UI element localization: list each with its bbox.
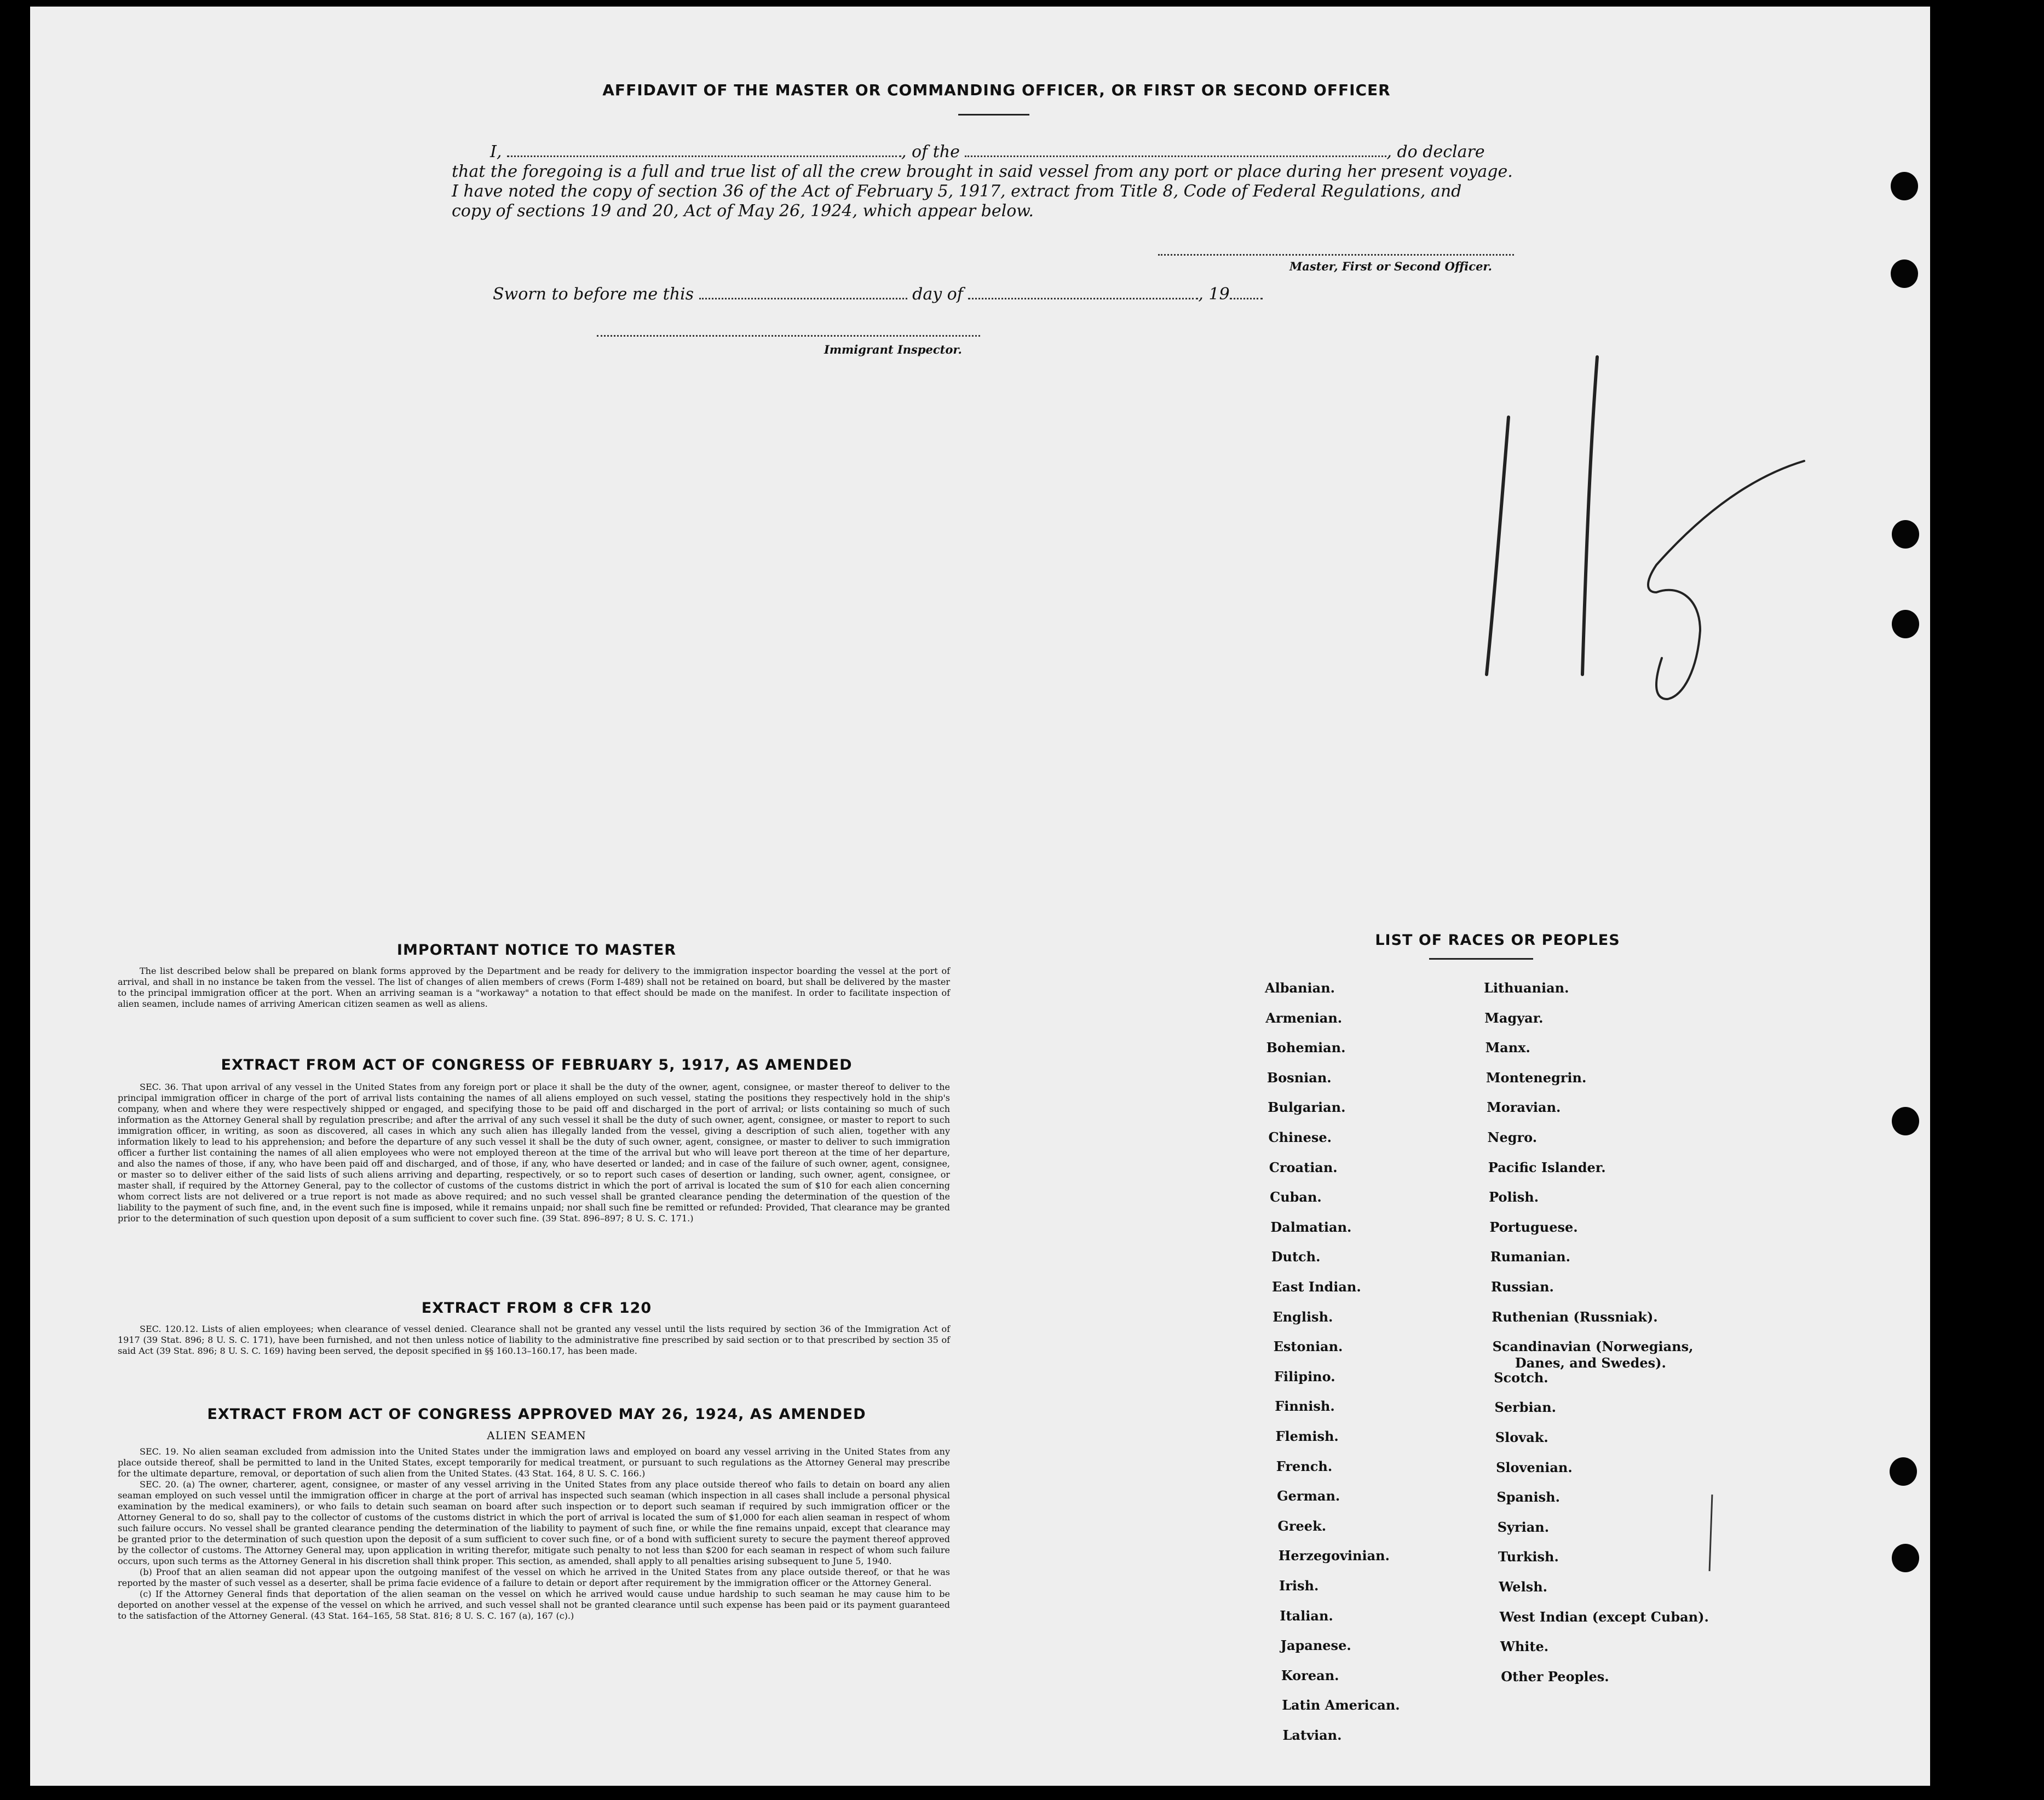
extract-1924-sec20c: (c) If the Attorney General finds that deportation of the alien seaman on the vessel on which he arrived would cause undue hardship to such seaman he may cause him to be deported on another vessel at the expense of the vessel on which he arrived, and such vessel shall not be granted clearance until such expense has been paid or its payment guaranteed to the satisfaction of the Attorney General. (43 Stat. 164–165, 58 Stat. 816; 8 U. S. C. 167 (a), 167 (c).) [118, 1589, 950, 1621]
race-item: Latvian. [1282, 1727, 1342, 1743]
race-item: Turkish. [1498, 1549, 1559, 1565]
race-item: Danes, and Swedes). [1515, 1355, 1666, 1371]
affidavit-line-3: I have noted the copy of section 36 of the Act of February 5, 1917, extract from Title 8, Code of Federal Regulations, and [452, 182, 1462, 201]
sworn-year: , 19 [1198, 285, 1230, 304]
race-item: Cuban. [1270, 1189, 1322, 1205]
affidavit-of-the-label: , of the [901, 142, 960, 161]
extract-cfr-text: SEC. 120.12. Lists of alien employees; when clearance of vessel denied. Clearance shall not be granted any vessel until the lists required by section 36 of the Immigration Act of 1917 (39 Stat. 896; 8 U. S. C. 171), have been furnished, and not then unless notice of liability to the administrative fine prescribed by said section or to that prescribed by section 35 of said Act (39 Stat. 896; 8 U. S. C. 169) having been served, the deposit specified in §§ 160.13–160.17, has been made. [118, 1324, 950, 1356]
race-item: Estonian. [1273, 1339, 1343, 1355]
race-item: Welsh. [1499, 1579, 1547, 1595]
race-item: Other Peoples. [1501, 1668, 1609, 1684]
race-item: Ruthenian (Russniak). [1492, 1308, 1658, 1325]
races-left-column [30, 7, 1930, 1786]
races-title: LIST OF RACES OR PEOPLES [1375, 932, 1620, 949]
race-item: Slovak. [1495, 1429, 1548, 1445]
affidavit-title: AFFIDAVIT OF THE MASTER OR COMMANDING OFFICER, OR FIRST OR SECOND OFFICER [602, 81, 1391, 99]
race-item: Greek. [1277, 1518, 1327, 1534]
race-item: French. [1276, 1458, 1333, 1474]
race-item: Montenegrin. [1486, 1069, 1587, 1086]
punch-hole [1891, 259, 1918, 288]
punch-hole [1892, 520, 1919, 549]
race-item: Magyar. [1484, 1009, 1544, 1026]
race-item: Scandinavian (Norwegians, [1492, 1339, 1694, 1355]
notice-text: The list described below shall be prepared on blank forms approved by the Department and be ready for delivery to the immigration inspector boarding the vessel at the port of arrival, and shall in no instance be taken from the vessel. The list of changes of alien members of crews (Form I-489) shall not be retained on board, but shall be delivered by the master to the principal immigration officer at the port. When an arriving seaman is a "workaway" a notation to that effect should be made on the manifest. In order to facilitate inspection of alien seamen, include names of arriving American citizen seamen as well as aliens. [118, 966, 950, 1009]
extract-1924-subtitle: ALIEN SEAMEN [487, 1429, 586, 1442]
extract-1924-title: EXTRACT FROM ACT OF CONGRESS APPROVED MAY 26, 1924, AS AMENDED [207, 1406, 866, 1423]
race-item: Manx. [1485, 1040, 1530, 1056]
race-item: Dalmatian. [1270, 1219, 1352, 1235]
race-item: Chinese. [1268, 1129, 1332, 1145]
race-item: Serbian. [1494, 1399, 1556, 1416]
race-item: Herzegovinian. [1278, 1548, 1390, 1564]
punch-hole [1891, 172, 1918, 200]
race-item: Japanese. [1280, 1637, 1351, 1654]
race-item: Moravian. [1487, 1099, 1561, 1116]
punch-hole [1892, 1107, 1919, 1135]
race-item: German. [1277, 1488, 1340, 1504]
race-item: Latin American. [1282, 1697, 1400, 1714]
affidavit-declare-label: , do declare [1386, 142, 1485, 161]
sworn-day-of: day of [912, 285, 963, 304]
race-item: Filipino. [1274, 1368, 1335, 1384]
race-item: Scotch. [1494, 1369, 1548, 1386]
document-page [30, 7, 1930, 1786]
affidavit-line-2: that the foregoing is a full and true list of all the crew brought in said vessel from any port or place during her present voyage. [452, 162, 1513, 181]
extract-1917-text: SEC. 36. That upon arrival of any vessel in the United States from any foreign port or place it shall be the duty of the owner, agent, consignee, or master thereof to deliver to the principal immigration officer in charge of the port of arrival lists containing the names of all aliens employed on such vessel, stating the positions they respectively hold in the ship's company, when and where they were respectively shipped or engaged, and specifying those to be paid off and discharged in the port of arrival; or lists containing so much of such information as the Attorney General shall by regulation prescribe; and after the arrival of any such vessel it shall be the duty of such owner, agent, consignee, or master to report to such immigration officer, in writing, as soon as discovered, all cases in which any such alien has illegally landed from the vessel, giving a description of such alien, together with any information likely to lead to his apprehension; and before the departure of any such vessel it shall be the duty of such owner, agent, consignee, or master to deliver to such immigration officer a further list containing the names of all alien employees who were not employed thereon at the time of the arrival but who will leave port thereon at the time of her departure, and also the names of those, if any, who have been paid off and discharged, and of those, if any, who have deserted or landed; and in case of the failure of such owner, agent, consignee, or master so to deliver either of the said lists of such aliens arriving and departing, respectively, or so to report such cases of desertion or landing, such owner, agent, consignee, or master shall, if required by the Attorney General, pay to the collector of customs of the customs district in which the port of arrival is located the sum of $10 for each alien concerning whom correct lists are not delivered or a true report is not made as above required; and no such vessel shall be granted clearance pending the determination of the question of the liability to the payment of such fine, and, in the event such fine is imposed, while it remains unpaid; nor shall such fine be remitted or refunded: Provided, That clearance may be granted prior to the determination of such question upon deposit of a sum sufficient to cover such fine. (39 Stat. 896–897; 8 U. S. C. 171.) [118, 1082, 950, 1224]
punch-hole [1890, 1457, 1917, 1486]
race-item: Lithuanian. [1484, 980, 1569, 996]
race-item: English. [1273, 1308, 1333, 1325]
race-item: Polish. [1489, 1189, 1539, 1205]
race-item: Rumanian. [1490, 1249, 1570, 1265]
race-item: Portuguese. [1489, 1219, 1578, 1235]
affidavit-line-4: copy of sections 19 and 20, Act of May 26, 1924, which appear below. [452, 201, 1034, 221]
race-item: Dutch. [1271, 1249, 1321, 1265]
race-item: Armenian. [1265, 1009, 1343, 1026]
race-item: Korean. [1281, 1667, 1339, 1683]
race-item: Finnish. [1275, 1398, 1335, 1415]
race-item: Negro. [1487, 1129, 1538, 1145]
race-item: Irish. [1279, 1578, 1319, 1594]
extract-1917-title: EXTRACT FROM ACT OF CONGRESS OF FEBRUARY 5, 1917, AS AMENDED [221, 1057, 853, 1074]
race-item: Flemish. [1275, 1428, 1339, 1444]
extract-1924-sec19: SEC. 19. No alien seaman excluded from admission into the United States under the immigration laws and employed on board any vessel arriving in the United States from any place outside thereof, shall be permitted to land in the United States, except temporarily for medical treatment, or pursuant to such regulations as the Attorney General may prescribe for the ultimate departure, removal, or deportation of such alien from the United States. (43 Stat. 164, 8 U. S. C. 166.) [118, 1446, 950, 1479]
race-item: White. [1500, 1639, 1549, 1655]
race-item: West Indian (except Cuban). [1499, 1608, 1709, 1625]
extract-cfr-title: EXTRACT FROM 8 CFR 120 [421, 1300, 652, 1317]
extract-1924-sec20b: (b) Proof that an alien seaman did not appear upon the outgoing manifest of the vessel on which he arrived in the United States from any place outside thereof, or that he was reported by the master of such vessel as a deserter, shall be prima facie evidence of a failure to detain or deport after requirement by the immigration officer or the Attorney General. [118, 1567, 950, 1588]
extract-1924-sec20a: SEC. 20. (a) The owner, charterer, agent, consignee, or master of any vessel arriving in the United States from any place outside thereof who fails to detain on board any alien seaman employed on such vessel until the immigration officer in charge at the port of arrival has inspected such seaman (which inspection in all cases shall include a personal physical examination by the medical examiners), or who fails to detain such seaman on board after such inspection or to deport such seaman if required by such immigration officer or the Attorney General to do so, shall pay to the collector of customs of the customs district in which the port of arrival is located the sum of $1,000 for each alien seaman in respect of whom such failure occurs. No vessel shall be granted clearance pending the determination of the liability to payment of such fine, or while the fine remains unpaid, except that clearance may be granted prior to the determination of such question upon the deposit of a sum sufficient to cover such fine, or of a bond with sufficient surety to secure the payment thereof approved by the collector of customs. The Attorney General may, upon application in writing therefor, mitigate such penalty to not less than $200 for each seaman in respect of whom such failure occurs, upon such terms as the Attorney General in his discretion shall think proper. This section, as amended, shall apply to all penalties arising subsequent to June 5, 1940. [118, 1479, 950, 1566]
race-item: Spanish. [1496, 1489, 1560, 1505]
race-item: Slovenian. [1496, 1459, 1573, 1475]
race-item: Italian. [1280, 1607, 1333, 1624]
race-item: Russian. [1491, 1279, 1554, 1295]
race-item: Bosnian. [1266, 1069, 1332, 1086]
race-item: Albanian. [1265, 980, 1335, 996]
race-item: Syrian. [1497, 1519, 1550, 1535]
race-item: Bulgarian. [1268, 1099, 1346, 1116]
race-item: Pacific Islander. [1488, 1159, 1606, 1175]
master-signature-label: Master, First or Second Officer. [1289, 259, 1492, 273]
inspector-signature-label: Immigrant Inspector. [824, 343, 962, 356]
affidavit-i-label: I, [490, 142, 502, 161]
race-item: East Indian. [1272, 1279, 1361, 1295]
punch-hole [1892, 1544, 1919, 1572]
punch-hole [1892, 610, 1919, 638]
sworn-prefix: Sworn to before me this [493, 285, 694, 304]
race-item: Bohemian. [1266, 1040, 1346, 1056]
race-item: Croatian. [1269, 1159, 1338, 1175]
notice-title: IMPORTANT NOTICE TO MASTER [396, 942, 677, 959]
